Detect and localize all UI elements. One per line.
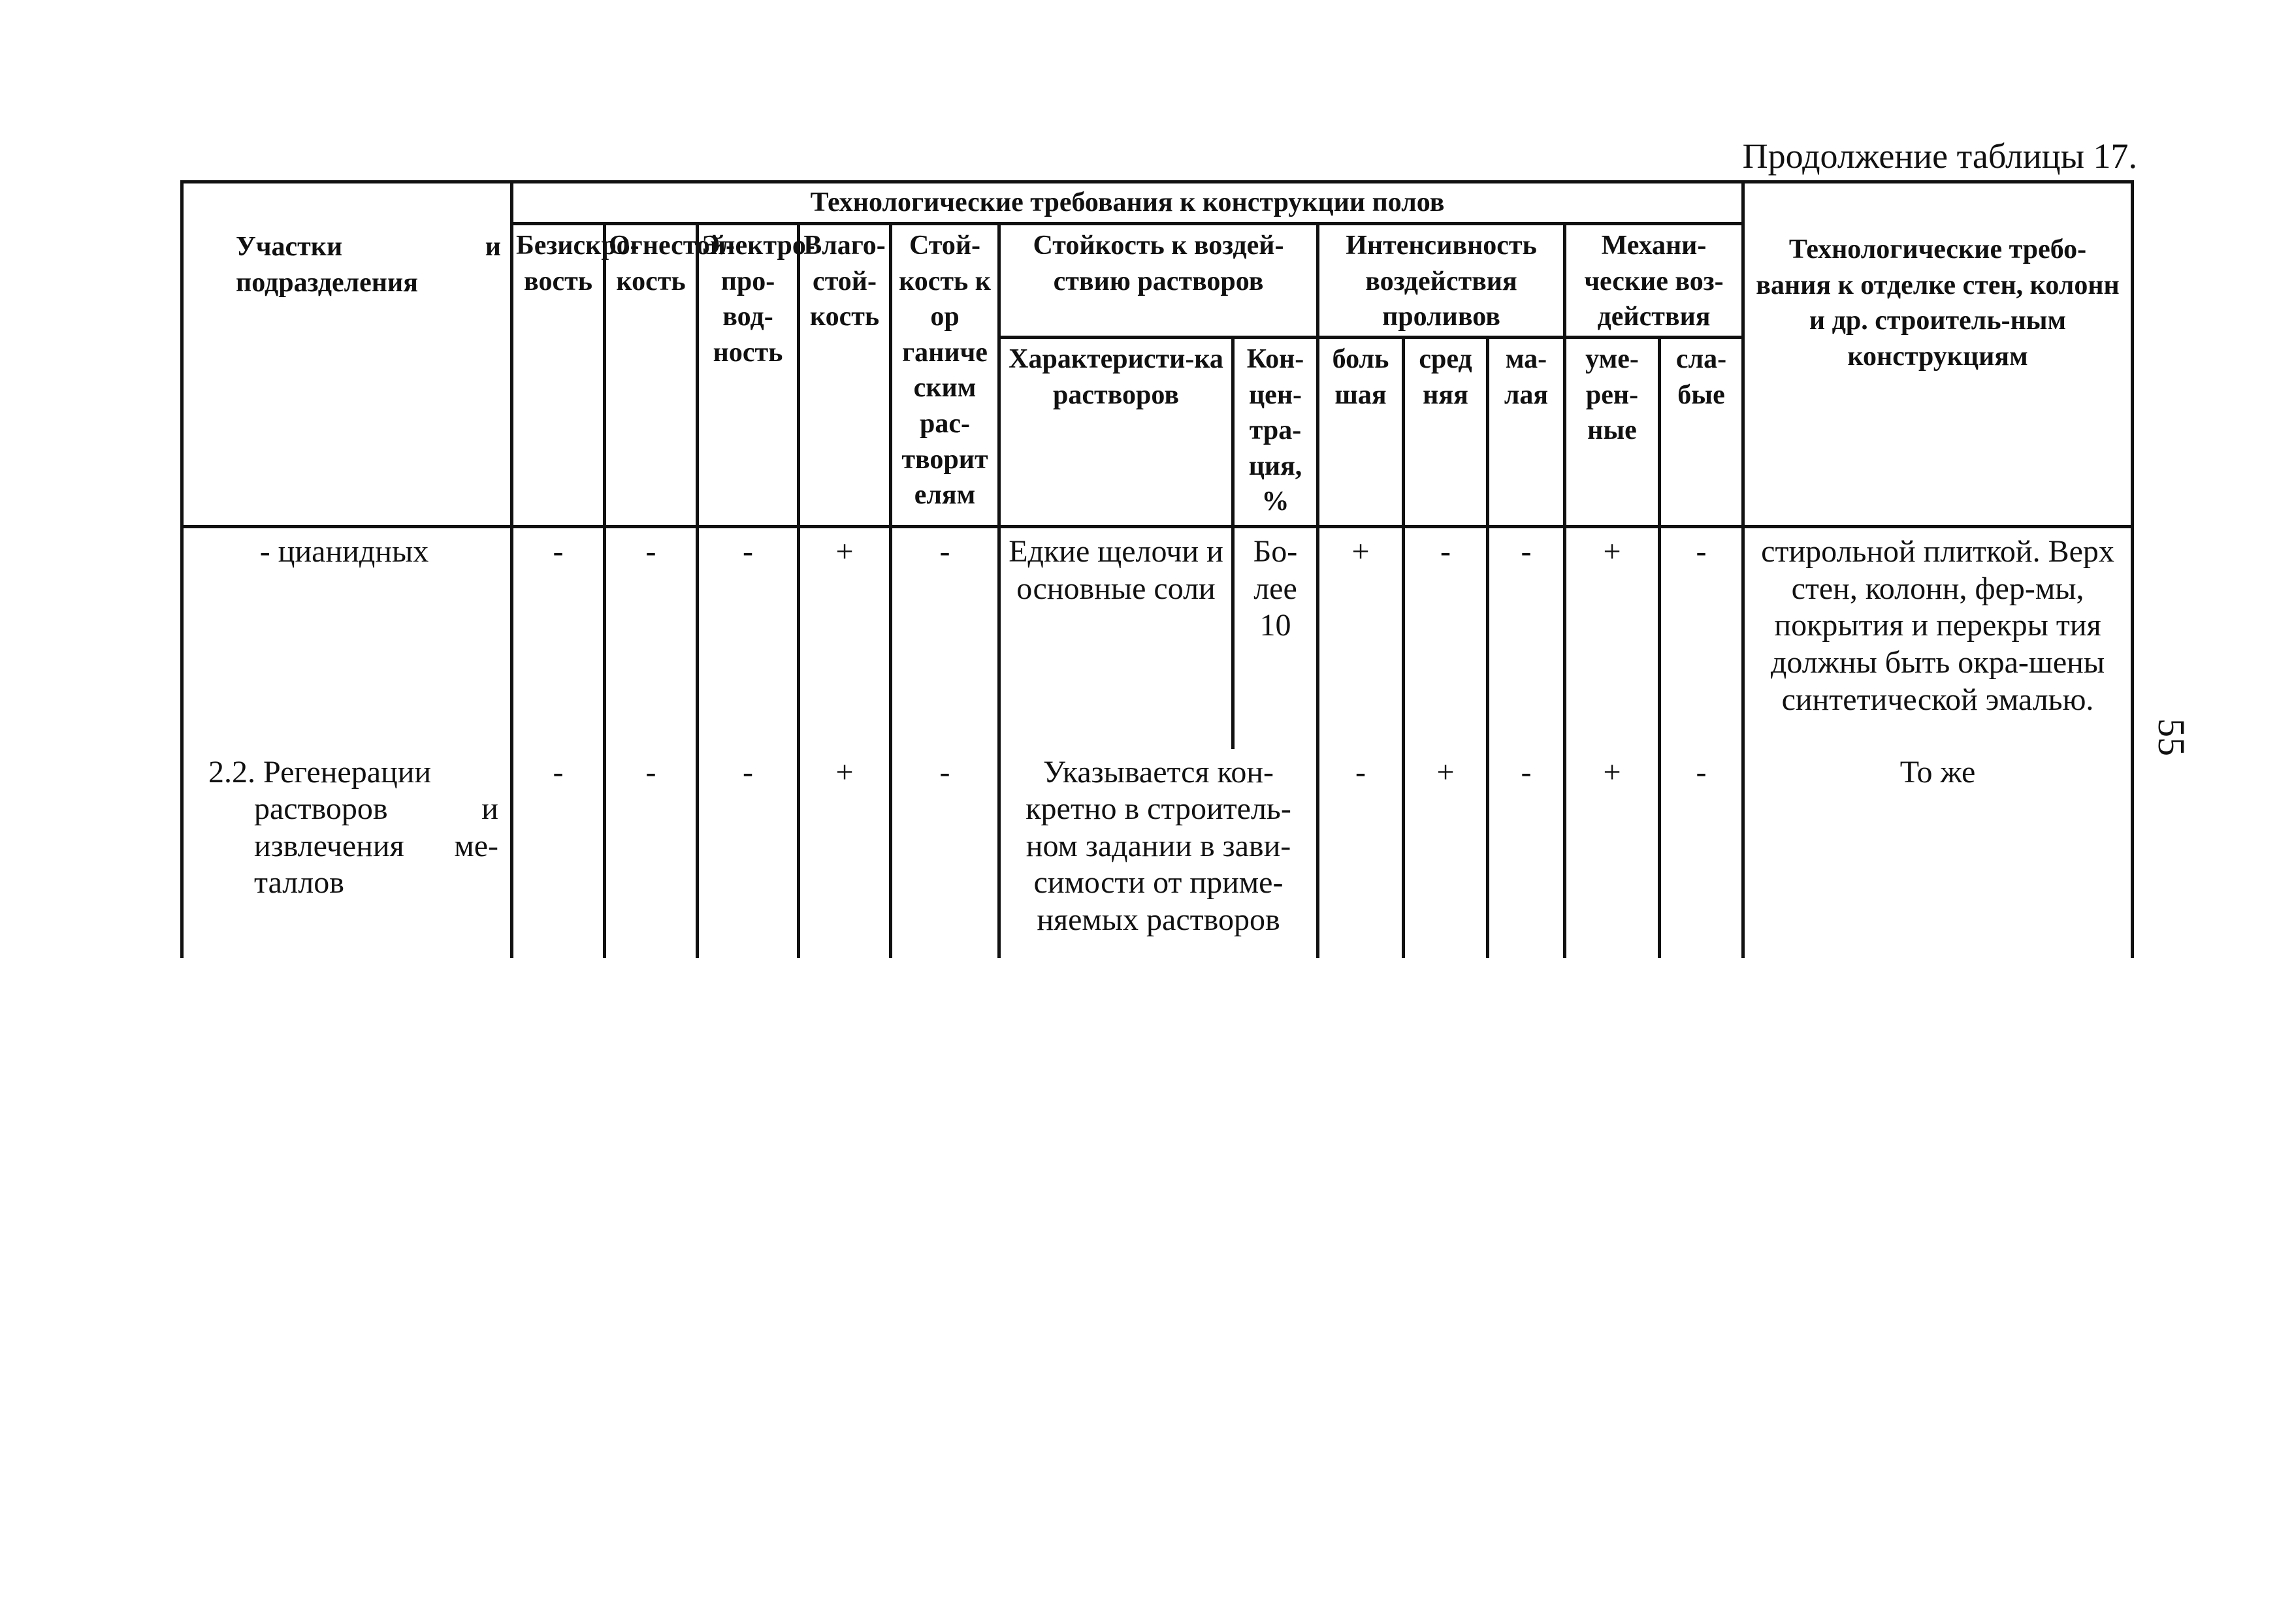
cell-organic: - xyxy=(891,749,999,958)
cell-fire: - xyxy=(605,749,698,958)
cell-fire: - xyxy=(605,527,698,749)
cell-mech-weak: - xyxy=(1660,749,1743,958)
cell-organic: - xyxy=(891,527,999,749)
section-line-2: растворов и xyxy=(254,791,498,827)
section-line-1: Регенерации xyxy=(263,754,432,789)
header-dustless: Безискро-вость xyxy=(512,224,605,527)
cell-spill-low: - xyxy=(1488,749,1565,958)
requirements-table xyxy=(180,180,2134,958)
cell-spill-low: - xyxy=(1488,527,1565,749)
header-conductivity: Электро-про-вод-ность xyxy=(698,224,799,527)
page-number: 55 xyxy=(2150,718,2193,756)
header-floor-requirements: Технологические требования к конструкции полов xyxy=(512,182,1743,224)
cell-solution-type: Едкие щелочи и основные соли xyxy=(999,527,1233,749)
cell-mech-moderate: + xyxy=(1565,527,1660,749)
table-caption: Продолжение таблицы 17. xyxy=(1742,136,2137,176)
cell-moisture: + xyxy=(799,749,891,958)
header-solution-resistance: Стойкость к воздей-ствию растворов xyxy=(999,224,1318,338)
table-row xyxy=(182,527,2133,749)
section-line-3: извлечения ме- xyxy=(254,828,498,863)
header-moisture-resistance: Влаго-стой-кость xyxy=(799,224,891,527)
header-solution-type: Характеристи-ка растворов xyxy=(999,338,1233,527)
cell-concentration: Бо-лее 10 xyxy=(1233,527,1318,749)
header-mechanical: Механи-ческие воз-действия xyxy=(1565,224,1743,338)
header-organic-solvents: Стой-кость к ор ганиче ским рас-творит елям xyxy=(891,224,999,527)
cell-conductivity: - xyxy=(698,749,799,958)
section-number: 2.2. xyxy=(208,754,255,789)
cell-moisture: + xyxy=(799,527,891,749)
cell-solution-note: Указывается кон-кретно в строитель-ном задании в зави-симости от приме-няемых растворов xyxy=(999,749,1318,958)
cell-conductivity: - xyxy=(698,527,799,749)
header-spill-medium: сред няя xyxy=(1404,338,1488,527)
header-spill-low: ма-лая xyxy=(1488,338,1565,527)
cell-finish: стирольной плиткой. Верх стен, колонн, фер-мы, покрытия и перекры тия должны быть окра-шены синтетической эмалью. xyxy=(1743,527,2133,749)
cell-dustless: - xyxy=(512,749,605,958)
header-finish-requirements: Технологические требо-вания к отделке стен, колонн и др. строитель-ным конструкциям xyxy=(1743,182,2133,527)
header-mech-weak: сла-бые xyxy=(1660,338,1743,527)
section-line-4: таллов xyxy=(254,865,344,900)
cell-mech-weak: - xyxy=(1660,527,1743,749)
table-row xyxy=(182,749,2133,958)
cell-mech-moderate: + xyxy=(1565,749,1660,958)
header-sections: Участки и подразделения xyxy=(182,182,512,527)
row-section: - цианидных xyxy=(182,527,512,749)
row-section xyxy=(182,749,512,958)
cell-spill-high: - xyxy=(1318,749,1404,958)
cell-spill-high: + xyxy=(1318,527,1404,749)
header-fire-resistance: Огнестой-кость xyxy=(605,224,698,527)
header-concentration: Кон-цен-тра-ция, % xyxy=(1233,338,1318,527)
cell-spill-medium: + xyxy=(1404,749,1488,958)
header-spill-high: боль шая xyxy=(1318,338,1404,527)
header-spill-intensity: Интенсивность воздействия проливов xyxy=(1318,224,1565,338)
header-mech-moderate: уме-рен-ные xyxy=(1565,338,1660,527)
cell-spill-medium: - xyxy=(1404,527,1488,749)
cell-finish: То же xyxy=(1743,749,2133,958)
cell-dustless: - xyxy=(512,527,605,749)
